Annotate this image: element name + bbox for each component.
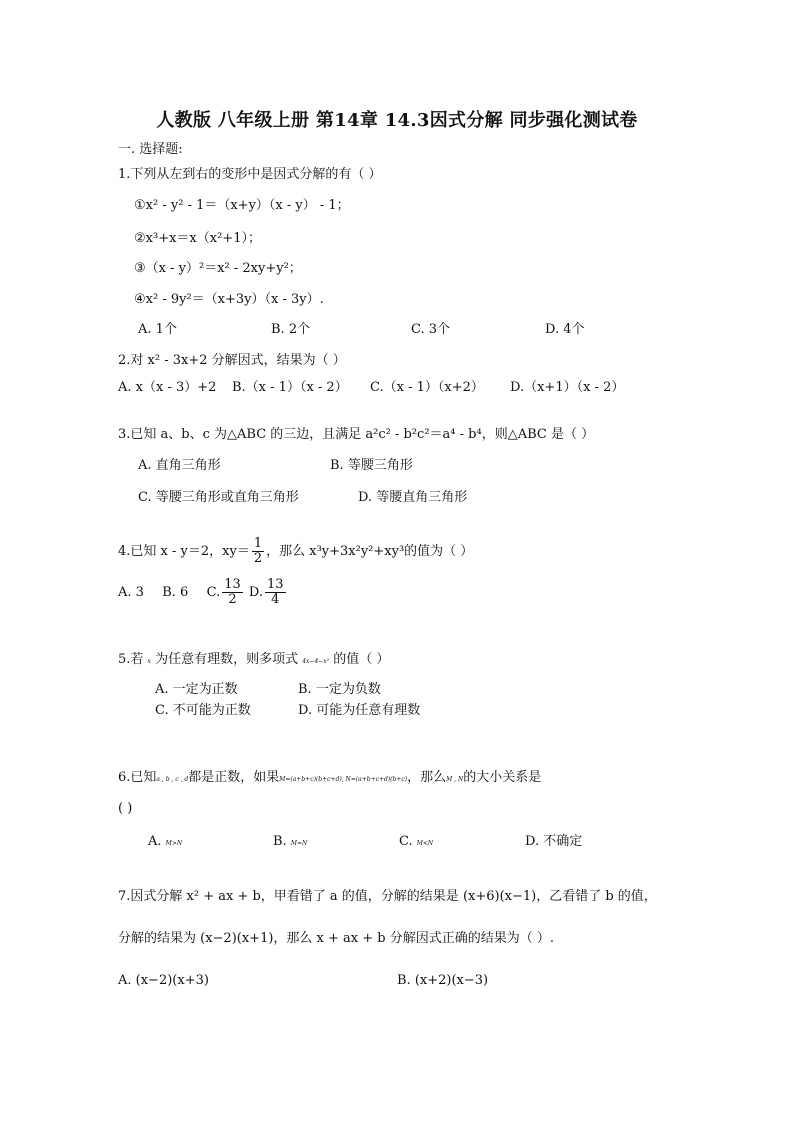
question-4-option-b[interactable]: B. 6 [162, 585, 189, 600]
m-expression: M=(a+b+c)(b+c+d) [279, 776, 342, 783]
question-3-option-b[interactable]: B. 等腰三角形 [330, 458, 413, 473]
question-7-line-1: 7.因式分解 x² + ax + b，甲看错了 a 的值，分解的结果是 (x+6)(x−1)，乙看错了 b 的值， [118, 889, 657, 904]
question-2-stem: 2.对 x² - 3x+2 分解因式，结果为（ ） [118, 353, 346, 368]
question-4-stem-part-2: ，那么 x³y+3x²y²+xy³的值为（ ） [266, 544, 474, 559]
fraction-numerator: 13 [224, 577, 241, 592]
question-5-stem-part-1: 5.若 [118, 652, 144, 667]
option-d-label: D. [248, 585, 263, 600]
section-heading: 一. 选择题: [118, 142, 183, 157]
question-2-option-d[interactable]: D.（x+1）（x - 2） [510, 380, 625, 395]
question-5-option-c[interactable]: C. 不可能为正数 [155, 703, 251, 718]
question-1-option-c[interactable]: C. 3个 [411, 322, 451, 337]
option-c-label: C. [206, 585, 221, 600]
question-3-stem: 3.已知 a、b、c 为△ABC 的三边，且满足 a²c² - b²c²＝a⁴ - b⁴，则△ABC 是（ ） [118, 427, 595, 442]
question-2-option-a[interactable]: A. x（x - 3）+2 [118, 380, 217, 395]
question-1-item-1: ①x² - y² - 1＝（x+y）（x - y） - 1； [134, 198, 350, 213]
question-4-option-a[interactable]: A. 3 [118, 585, 144, 600]
question-4-stem-part-1: 4.已知 x - y＝2，xy＝ [118, 544, 250, 559]
question-4-stem [118, 537, 473, 567]
fraction-one-half [252, 537, 264, 566]
m-greater-n: M>N [165, 840, 183, 847]
question-1-item-3: ③（x - y）²＝x² - 2xy+y²； [134, 261, 302, 276]
question-5-stem-part-3: 的值（ ） [333, 652, 390, 667]
question-6-stem: 6.已知a , b , c , d都是正数，如果M=(a+b+c)(b+c+d), N=(a+b+c+d)(b+c)，那么M , N的大小关系是 [118, 770, 542, 785]
question-3-option-d[interactable]: D. 等腰直角三角形 [358, 490, 468, 505]
variables-mn: M , N [446, 776, 464, 783]
option-c-label: C. [399, 834, 413, 849]
question-5-option-a[interactable]: A. 一定为正数 [155, 682, 238, 697]
question-6-stem-part-2: 都是正数，如果 [188, 770, 280, 785]
fraction-denominator: 2 [253, 551, 263, 566]
question-2-option-c[interactable]: C.（x - 1）（x+2） [370, 380, 484, 395]
question-7-option-a[interactable]: A. (x−2)(x+3) [118, 973, 209, 988]
fraction-13-2 [222, 578, 243, 607]
question-5-stem-part-2: 为任意有理数，则多项式 [155, 652, 299, 667]
question-1-stem: 1.下列从左到右的变形中是因式分解的有（ ） [118, 167, 382, 182]
option-a-label: A. [148, 834, 162, 849]
question-5-option-b[interactable]: B. 一定为负数 [298, 682, 381, 697]
question-7-option-b[interactable]: B. (x+2)(x−3) [397, 973, 489, 988]
question-3-option-c[interactable]: C. 等腰三角形或直角三角形 [138, 490, 299, 505]
question-1-item-4: ④x² - 9y²＝（x+3y）（x - 3y）. [134, 292, 324, 307]
question-1-option-d[interactable]: D. 4个 [545, 322, 585, 337]
question-1-item-2: ②x³+x＝x（x²+1）； [134, 231, 261, 246]
question-6-option-c[interactable] [399, 834, 433, 852]
variables-abcd: a , b , c , d [156, 776, 189, 783]
page-title: 人教版 八年级上册 第14章 14.3因式分解 同步强化测试卷 [156, 110, 638, 131]
fraction-denominator: 2 [228, 592, 237, 607]
question-3-option-a[interactable]: A. 直角三角形 [138, 458, 221, 473]
option-b-label: B. [273, 834, 287, 849]
fraction-numerator: 1 [253, 536, 263, 551]
variable-x: x [147, 658, 151, 665]
question-4-options [118, 578, 288, 608]
question-2-option-b[interactable]: B.（x - 1）（x - 2） [232, 380, 348, 395]
question-1-option-a[interactable]: A. 1个 [138, 322, 177, 337]
question-4-option-c[interactable] [206, 577, 245, 607]
fraction-denominator: 4 [271, 592, 280, 607]
fraction-numerator: 13 [267, 577, 284, 592]
question-5-stem [118, 652, 389, 670]
fraction-13-4 [265, 578, 286, 607]
m-less-n: M<N [416, 840, 434, 847]
question-6-stem-part-1: 6.已知 [118, 770, 157, 785]
question-5-option-d[interactable]: D. 可能为任意有理数 [298, 703, 421, 718]
question-6-stem-part-3: ，那么 [407, 770, 447, 785]
question-6-answer-paren: ( ) [118, 801, 133, 816]
question-6-option-d[interactable]: D. 不确定 [525, 834, 583, 849]
m-equal-n: M=N [290, 840, 308, 847]
question-7-line-2: 分解的结果为 (x−2)(x+1)，那么 x + ax + b 分解因式正确的结果为（ ）. [118, 931, 554, 946]
question-1-option-b[interactable]: B. 2个 [271, 322, 311, 337]
question-6-option-a[interactable] [148, 834, 182, 852]
question-6-stem-part-4: 的大小关系是 [463, 770, 542, 785]
question-6-option-b[interactable] [273, 834, 307, 852]
question-4-option-d[interactable] [248, 577, 288, 607]
polynomial-expression: 4x−4−x² [302, 658, 330, 665]
n-expression: N=(a+b+c+d)(b+c) [345, 776, 408, 783]
